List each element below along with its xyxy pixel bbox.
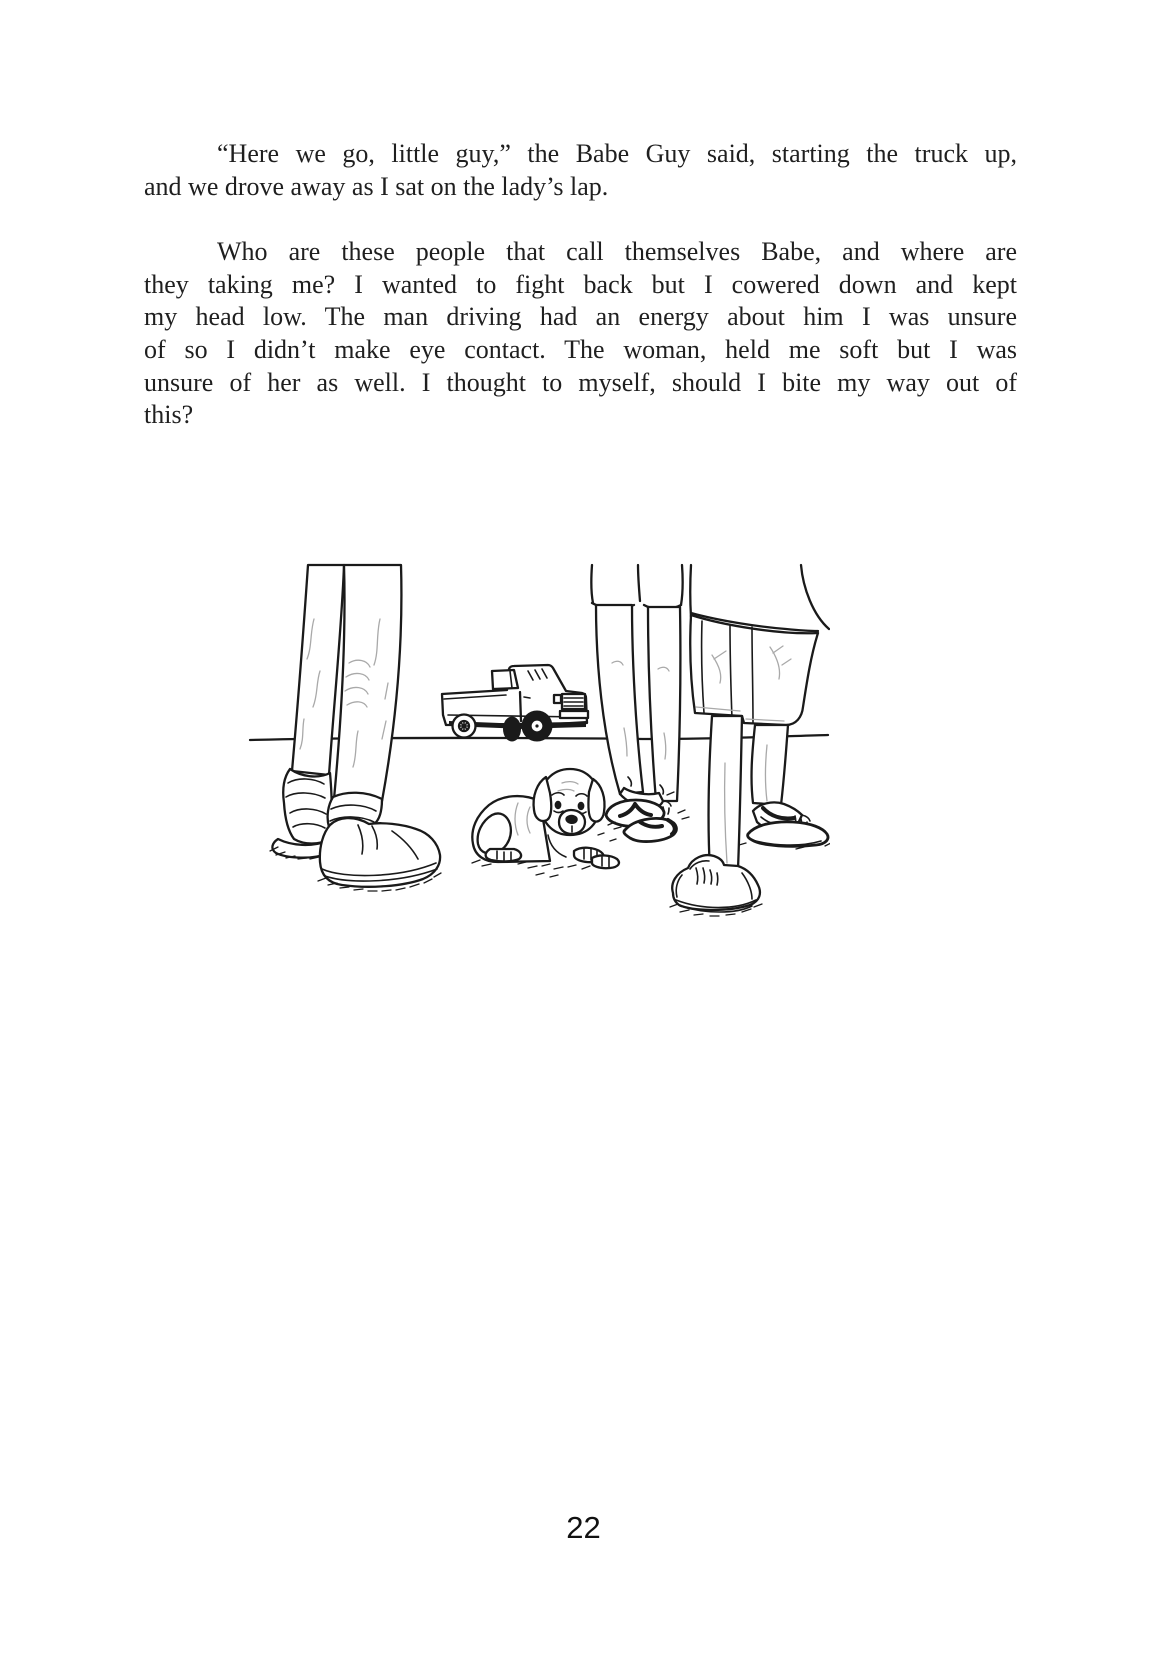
text-line: unsure of her as well. I thought to myself, should I bite my way out of bbox=[144, 367, 1017, 397]
page-number: 22 bbox=[566, 1510, 601, 1545]
body-text bbox=[144, 138, 1017, 465]
text-line: they taking me? I wanted to fight back but I cowered down and kept bbox=[144, 269, 1017, 299]
text-line: Who are these people that call themselves Babe, and where are bbox=[217, 237, 1017, 267]
paragraph bbox=[144, 236, 1017, 432]
paragraph bbox=[144, 138, 1017, 203]
illustration bbox=[230, 563, 830, 928]
text-line: of so I didn’t make eye contact. The woman, held me soft but I was bbox=[144, 334, 1017, 364]
line-art-drawing bbox=[230, 563, 830, 928]
text-line: this? bbox=[144, 400, 194, 430]
text-line: “Here we go, little guy,” the Babe Guy said, starting the truck up, bbox=[217, 139, 1017, 168]
pickup-truck-drawing bbox=[442, 665, 588, 742]
text-line: and we drove away as I sat on the lady’s lap. bbox=[144, 171, 609, 201]
jeans-legs-boots-drawing bbox=[270, 565, 441, 891]
text-line: my head low. The man driving had an energy about him I was unsure bbox=[144, 302, 1017, 332]
puppy-drawing bbox=[472, 769, 619, 877]
